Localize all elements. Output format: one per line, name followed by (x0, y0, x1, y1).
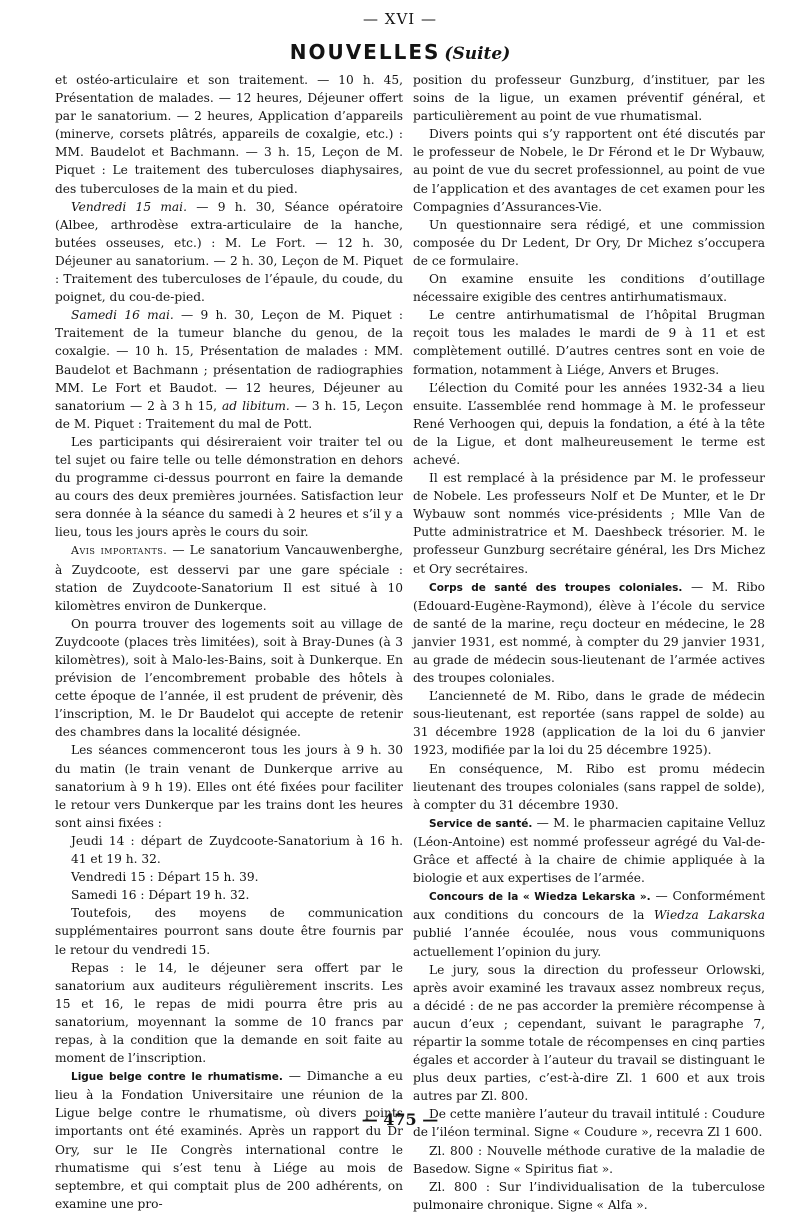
section-heading: Corps de santé des troupes coloniales. (429, 581, 683, 594)
paragraph: Le centre antirhumatismal de l’hôpital Brugman reçoit tous les malades le mardi de 9 à 11 et est complètement outillé. D’autres centres sont en voie de formation, notamment à Liége, Anvers et Bruges. (413, 308, 765, 377)
paragraph-text: — M. Ribo (Edouard-Eugène-Raymond), élève à l’école du service de santé de la marine, reçu docteur en médecine, le 28 janvier 1931, est nommé, à compter du 29 janvier 1931, au grade de médecin sous-lieutenant de l’armée actives des troupes coloniales. (413, 579, 765, 686)
italic-text: ad libitum. (222, 398, 290, 413)
paragraph: Les séances commenceront tous les jours à 9 h. 30 du matin (le train venant de Dunkerque arrive au sanatorium à 9 h 19). Elles ont été fixées pour faciliter le retour vers Dunkerque par les trains dont les heures sont ainsi fixées : (55, 743, 403, 830)
paragraph (55, 306, 403, 433)
paragraph-text: — Conformément aux conditions du concours de la (413, 889, 765, 923)
paragraph-text: publié l’année écoulée, nous vous communiquons actuellement l’opinion du jury. (413, 926, 765, 959)
section-heading: Service de santé. (429, 817, 533, 830)
paragraph: Le jury, sous la direction du professeur Orlowski, après avoir examiné les travaux assez nombreux reçus, a décidé : de ne pas accorder la première récompense à aucun d’eux ; cependant, suivant le paragraphe 7, répartir la somme totale de récompenses en cinq parties égales et accorder à l’auteur du travail se distinguant le plus deux parties, c’est-à-dire Zl. 1 600 et aux trois autres par Zl. 800. (413, 962, 765, 1104)
paragraph-text: — M. le pharmacien capitaine Velluz (Léon-Antoine) est nommé professeur agrégé du Val-de-Grâce et affecté à la chaire de chimie appliquée à la biologie et aux expertises de l’armée. (413, 815, 765, 886)
section-heading: Avis importants. (71, 544, 168, 558)
right-column (413, 71, 765, 1212)
paragraph (413, 814, 765, 887)
schedule-item: Jeudi 14 : départ de Zuydcoote-Sanatorium à 16 h. 41 et 19 h. 32. (71, 833, 403, 867)
paragraph: Un questionnaire sera rédigé, et une commission composée du Dr Ledent, Dr Ory, Dr Michez s’occupera de ce formulaire. (413, 217, 765, 268)
day-label: Vendredi 15 mai. (71, 199, 187, 214)
paragraph: Zl. 800 : Nouvelle méthode curative de la maladie de Basedow. Signe « Spiritus fiat ». (413, 1143, 765, 1176)
page-roman-numeral: — XVI — (363, 10, 437, 28)
paragraph: position du professeur Gunzburg, d’instituer, par les soins de la ligue, un examen préventif général, et particulièrement au point de vue rhumatismal. (413, 73, 765, 124)
paragraph: Repas : le 14, le déjeuner sera offert par le sanatorium aux auditeurs régulièrement inscrits. Les 15 et 16, le repas de midi pourra être pris au sanatorium, moyennant la somme de 10 francs par repas, à la condition que la demande en soit faite au moment de l’inscription. (55, 960, 403, 1066)
paragraph (55, 541, 403, 614)
paragraph (55, 198, 403, 307)
page-title (0, 40, 800, 64)
paragraph: Toutefois, des moyens de communication supplémentaires pourront sans doute être fournis par le retour du vendredi 15. (55, 906, 403, 957)
paragraph: On pourra trouver des logements soit au village de Zuydcoote (places très limitées), soit à Bray-Dunes (à 3 kilomètres), soit à Malo-les-Bains, soit à Dunkerque. En prévision de l’encombrement probable des hôtels à cette époque de l’année, il est prudent de prévenir, dès l’inscription, M. le Dr Baudelot qui accepte de retenir des chambres dans la localité désignée. (55, 616, 403, 740)
paragraph: De cette manière l’auteur du travail intitulé : Coudure de l’iléon terminal. Signe « Coudure », recevra Zl 1 600. (413, 1107, 765, 1140)
section-heading: Concours de la « Wiedza Lekarska ». (429, 891, 651, 904)
paragraph: L’élection du Comité pour les années 1932-34 a lieu ensuite. L’assemblée rend hommage à M. le professeur René Verhoogen qui, depuis la fondation, a été à la tête de la Ligue, et dont malheureusement le terme est achevé. (413, 380, 765, 467)
paragraph: Zl. 800 : Sur l’individualisation de la tuberculose pulmonaire chronique. Signe « Alfa ». (413, 1179, 765, 1212)
paragraph: Les participants qui désireraient voir traiter tel ou tel sujet ou faire telle ou telle démonstration en dehors du programme ci-dessus pourront en faire la demande au cours des deux premières journées. Satisfaction leur sera donnée à la séance du samedi à 2 heures et s’il y a lieu, tous les jours après le cours du soir. (55, 434, 403, 540)
paragraph: Divers points qui s’y rapportent ont été discutés par le professeur de Nobele, le Dr Férond et le Dr Wybauw, au point de vue du secret professionnel, au point de vue de l’application et des avantages de cet examen pour les Compagnies d’Assurances-Vie. (413, 127, 765, 214)
paragraph: On examine ensuite les conditions d’outillage nécessaire exigible des centres antirhumatismaux. (413, 272, 765, 305)
schedule-item: Samedi 16 : Départ 19 h. 32. (71, 888, 250, 903)
section-subtitle: (Suite) (444, 44, 511, 64)
paragraph: En conséquence, M. Ribo est promu médecin lieutenant des troupes coloniales (sans rappel de solde), à compter du 31 décembre 1930. (413, 761, 765, 812)
paragraph: et ostéo-articulaire et son traitement. — 10 h. 45, Présentation de malades. — 12 heures, Déjeuner offert par le sanatorium. — 2 heures, Application d’appareils (minerve, corsets plâtrés, appareils de coxalgie, etc.) : MM. Baudelot et Bachmann. — 3 h. 15, Leçon de M. Piquet : Le traitement des tuberculoses diaphysaires, des tuberculoses de la main et du pied. (55, 73, 403, 196)
paragraph: Il est remplacé à la présidence par M. le professeur de Nobele. Les professeurs Nolf et De Munter, et le Dr Wybauw sont nommés vice-présidents ; Mlle Van de Putte administratrice et M. Daeshbeck trésorier. M. le professeur Gunzburg secrétaire général, les Drs Michez et Ory secrétaires. (413, 471, 765, 576)
day-label: Samedi 16 mai. (71, 308, 174, 323)
paragraph (413, 887, 765, 960)
paragraph-text: — 3 h. 15, Leçon de M. Piquet : Traitement du mal de Pott. (55, 398, 403, 431)
section-title: NOUVELLES (289, 40, 441, 64)
section-heading: Ligue belge contre le rhumatisme. (71, 1071, 283, 1084)
schedule-item: Vendredi 15 : Départ 15 h. 39. (71, 870, 259, 885)
paragraph-text: — 9 h. 30, Leçon de M. Piquet : Traitement de la tumeur blanche du genou, de la coxalgie. — 10 h. 15, Présentation de malades : MM. Baudelot et Bachmann ; présentation de radiographies MM. Le Fort et Baudot. — 12 heures, Déjeuner au sanatorium — 2 à 3 h 15, (55, 308, 403, 413)
paragraph: L’ancienneté de M. Ribo, dans le grade de médecin sous-lieutenant, est reportée (sans rappel de solde) au 31 décembre 1928 (application de la loi du 6 janvier 1923, modifiée par la loi du 25 décembre 1925). (413, 689, 765, 758)
paragraph-text: — Dimanche a eu lieu à la Fondation Universitaire une réunion de la Ligue belge contre le rhumatisme, où divers points importants ont été examinés. Après un rapport du Dr Ory, sur le IIe Congrès international contre le rhumatisme qui s’est tenu à Liége au mois de septembre, et qui comptait plus de 200 adhérents, on examine une pro- (55, 1069, 403, 1211)
italic-text: Wiedza Lakarska (653, 908, 765, 923)
page-number: — 475 — (361, 1110, 439, 1129)
paragraph (413, 578, 765, 688)
paragraph-text: — Le sanatorium Vancauwenberghe, à Zuydcoote, est desservi par une gare spéciale : station de Zuydcoote-Sanatorium Il est situé à 10 kilomètres environ de Dunkerque. (55, 543, 403, 613)
paragraph-text: — 9 h. 30, Séance opératoire (Albee, arthrodèse extra-articulaire de la hanche, butées osseuses, etc.) : M. Le Fort. — 12 h. 30, Déjeuner au sanatorium. — 2 h. 30, Leçon de M. Piquet : Traitement des tuberculoses de l’épaule, du coude, du poignet, du cou-de-pied. (55, 199, 404, 305)
paragraph (55, 1067, 403, 1213)
